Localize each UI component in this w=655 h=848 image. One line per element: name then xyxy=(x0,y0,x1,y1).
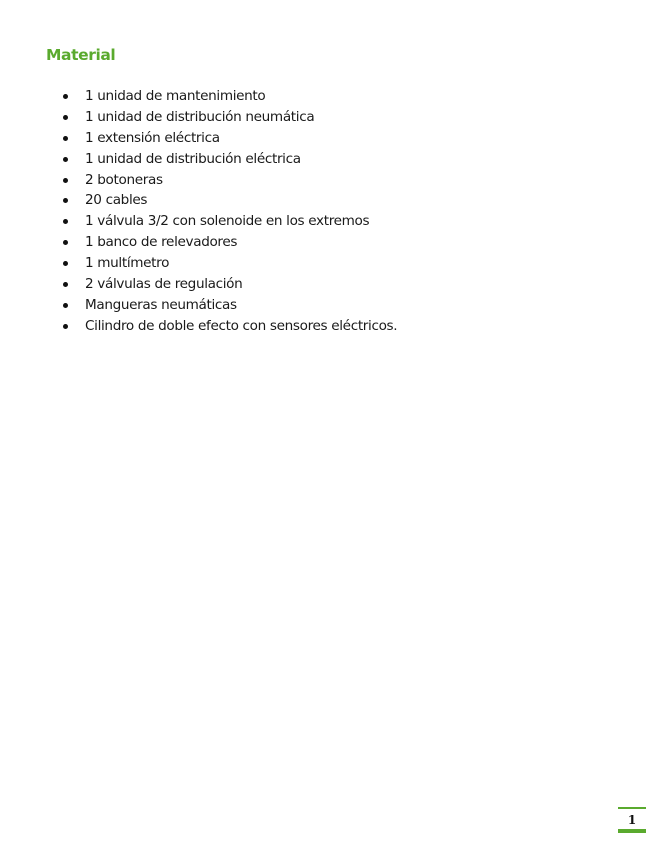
list-item xyxy=(62,170,622,191)
list-item-text: 2 botoneras xyxy=(85,171,163,188)
list-item xyxy=(62,149,622,170)
material-list xyxy=(62,86,622,337)
list-item-text: 1 unidad de mantenimiento xyxy=(85,88,266,104)
list-item-text: Mangueras neumáticas xyxy=(85,296,237,313)
list-item-text: Cilindro de doble efecto con sensores eléctricos. xyxy=(85,317,398,334)
bullet-icon xyxy=(63,94,68,99)
list-item xyxy=(62,253,622,274)
list-item-text: 1 extensión eléctrica xyxy=(85,129,220,146)
list-item xyxy=(62,295,622,316)
bullet-icon xyxy=(63,157,68,162)
list-item xyxy=(62,316,622,337)
bullet-icon xyxy=(63,240,68,245)
bullet-icon xyxy=(63,178,68,183)
list-item xyxy=(62,107,622,128)
list-item xyxy=(62,274,622,295)
bullet-icon xyxy=(63,303,68,308)
bullet-icon xyxy=(63,282,68,287)
section-heading: Material xyxy=(46,46,116,64)
list-item xyxy=(62,211,622,232)
list-item xyxy=(62,232,622,253)
list-item xyxy=(62,128,622,149)
bullet-icon xyxy=(63,324,68,329)
bullet-icon xyxy=(63,115,68,120)
page-number-box xyxy=(618,807,646,833)
bullet-icon xyxy=(63,219,68,224)
bullet-icon xyxy=(63,261,68,266)
bullet-icon xyxy=(63,136,68,141)
list-item xyxy=(62,86,622,107)
list-item-text: 1 multímetro xyxy=(85,255,170,272)
bullet-icon xyxy=(63,198,68,203)
list-item-text: 1 unidad de distribución eléctrica xyxy=(85,150,301,167)
list-item-text: 1 banco de relevadores xyxy=(85,234,238,251)
page-number: 1 xyxy=(627,813,637,827)
list-item-text: 2 válvulas de regulación xyxy=(85,276,243,293)
list-item-text: 1 válvula 3/2 con solenoide en los extremos xyxy=(85,213,370,230)
list-item-text: 1 unidad de distribución neumática xyxy=(85,108,315,125)
list-item xyxy=(62,190,622,211)
list-item-text: 20 cables xyxy=(85,192,148,209)
